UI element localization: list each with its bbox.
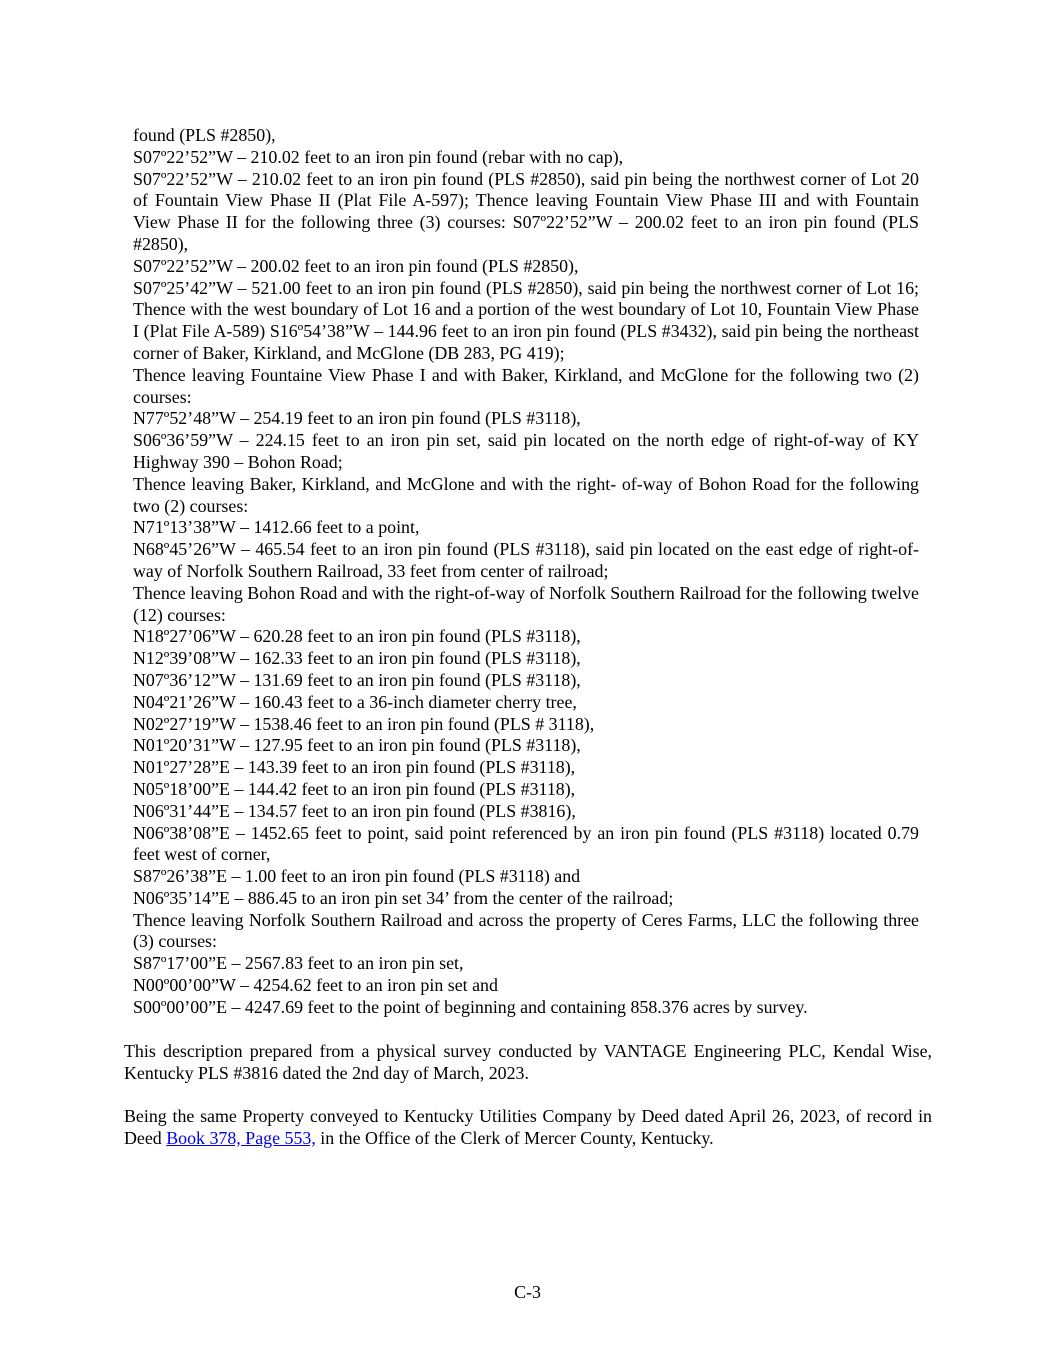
description-line: S87º26’38”E – 1.00 feet to an iron pin found (PLS #3118) and [133, 866, 581, 887]
description-line: N04º21’26”W – 160.43 feet to a 36-inch diameter cherry tree, [133, 691, 577, 712]
deed-reference-text-end: in the Office of the Clerk of Mercer County, Kentucky. [315, 1127, 714, 1148]
description-line: N77º52’48”W – 254.19 feet to an iron pin found (PLS #3118), [133, 408, 581, 429]
description-line: N18º27’06”W – 620.28 feet to an iron pin found (PLS #3118), [133, 626, 581, 647]
description-line: N00º00’00”W – 4254.62 feet to an iron pin set and [133, 975, 498, 996]
description-line: N02º27’19”W – 1538.46 feet to an iron pin found (PLS # 3118), [133, 713, 595, 734]
description-line: N06º38’08”E – 1452.65 feet to point, said point referenced by an iron pin found (PLS #3118) located 0.79 feet west of corner, [133, 822, 919, 865]
page-number: C-3 [514, 1282, 541, 1302]
description-line: S07º22’52”W – 210.02 feet to an iron pin found (PLS #2850), said pin being the northwest corner of Lot 20 of Fountain View Phase II (Plat File A-597); Thence leaving Fountain View Phase III and with Fountain View Phase II for the following three (3) courses: S07º22’52”W – 200.02 feet to an iron pin found (PLS #2850), [133, 168, 919, 254]
deed-reference [124, 1106, 932, 1150]
description-line: N12º39’08”W – 162.33 feet to an iron pin found (PLS #3118), [133, 648, 581, 669]
description-line: Thence leaving Norfolk Southern Railroad and across the property of Ceres Farms, LLC the following three (3) courses: [133, 909, 919, 952]
description-line: Thence leaving Fountaine View Phase I and with Baker, Kirkland, and McGlone for the following two (2) courses: [133, 364, 919, 407]
description-line: N06º31’44”E – 134.57 feet to an iron pin found (PLS #3816), [133, 800, 576, 821]
description-line: S00º00’00”E – 4247.69 feet to the point of beginning and containing 858.376 acres by survey. [133, 996, 808, 1017]
description-line: N71º13’38”W – 1412.66 feet to a point, [133, 517, 420, 538]
description-line: N01º20’31”W – 127.95 feet to an iron pin found (PLS #3118), [133, 735, 581, 756]
description-line: S07º22’52”W – 200.02 feet to an iron pin found (PLS #2850), [133, 255, 579, 276]
description-line: S07º25’42”W – 521.00 feet to an iron pin found (PLS #2850), said pin being the northwest corner of Lot 16; Thence with the west boundary of Lot 16 and a portion of the west boundary of Lot 10, Fountain View Phase I (Plat File A-589) S16º54’38”W – 144.96 feet to an iron pin found (PLS #3432), said pin being the northeast corner of Baker, Kirkland, and McGlone (DB 283, PG 419); [133, 277, 919, 363]
description-line: N68º45’26”W – 465.54 feet to an iron pin found (PLS #3118), said pin located on the east edge of right-of-way of Norfolk Southern Railroad, 33 feet from center of railroad; [133, 539, 919, 581]
description-line: found (PLS #2850), [133, 125, 276, 145]
description-line: S06º36’59”W – 224.15 feet to an iron pin set, said pin located on the north edge of right-of-way of KY Highway 390 – Bohon Road; [133, 430, 919, 472]
description-line: N05º18’00”E – 144.42 feet to an iron pin found (PLS #3118), [133, 778, 576, 799]
survey-note: This description prepared from a physical survey conducted by VANTAGE Engineering PLC, Kendal Wise, Kentucky PLS #3816 dated the 2nd day of March, 2023. [124, 1041, 932, 1083]
description-line: Thence leaving Bohon Road and with the right-of-way of Norfolk Southern Railroad for the following twelve (12) courses: [133, 582, 919, 625]
description-line: N06º35’14”E – 886.45 to an iron pin set 34’ from the center of the railroad; [133, 887, 674, 908]
description-line: S07º22’52”W – 210.02 feet to an iron pin found (rebar with no cap), [133, 146, 624, 167]
description-line: N07º36’12”W – 131.69 feet to an iron pin found (PLS #3118), [133, 669, 581, 690]
description-line: N01º27’28”E – 143.39 feet to an iron pin found (PLS #3118), [133, 757, 576, 778]
description-line: Thence leaving Baker, Kirkland, and McGlone and with the right- of-way of Bohon Road for the following two (2) courses: [133, 473, 919, 516]
deed-book-link[interactable]: Book 378, Page 553, [166, 1127, 316, 1148]
description-line: S87º17’00”E – 2567.83 feet to an iron pin set, [133, 953, 464, 974]
legal-description [133, 125, 919, 1019]
deed-reference-text: Being the same Property conveyed to Kentucky Utilities Company by Deed dated April 26, 2023, of record in Deed [124, 1106, 932, 1148]
